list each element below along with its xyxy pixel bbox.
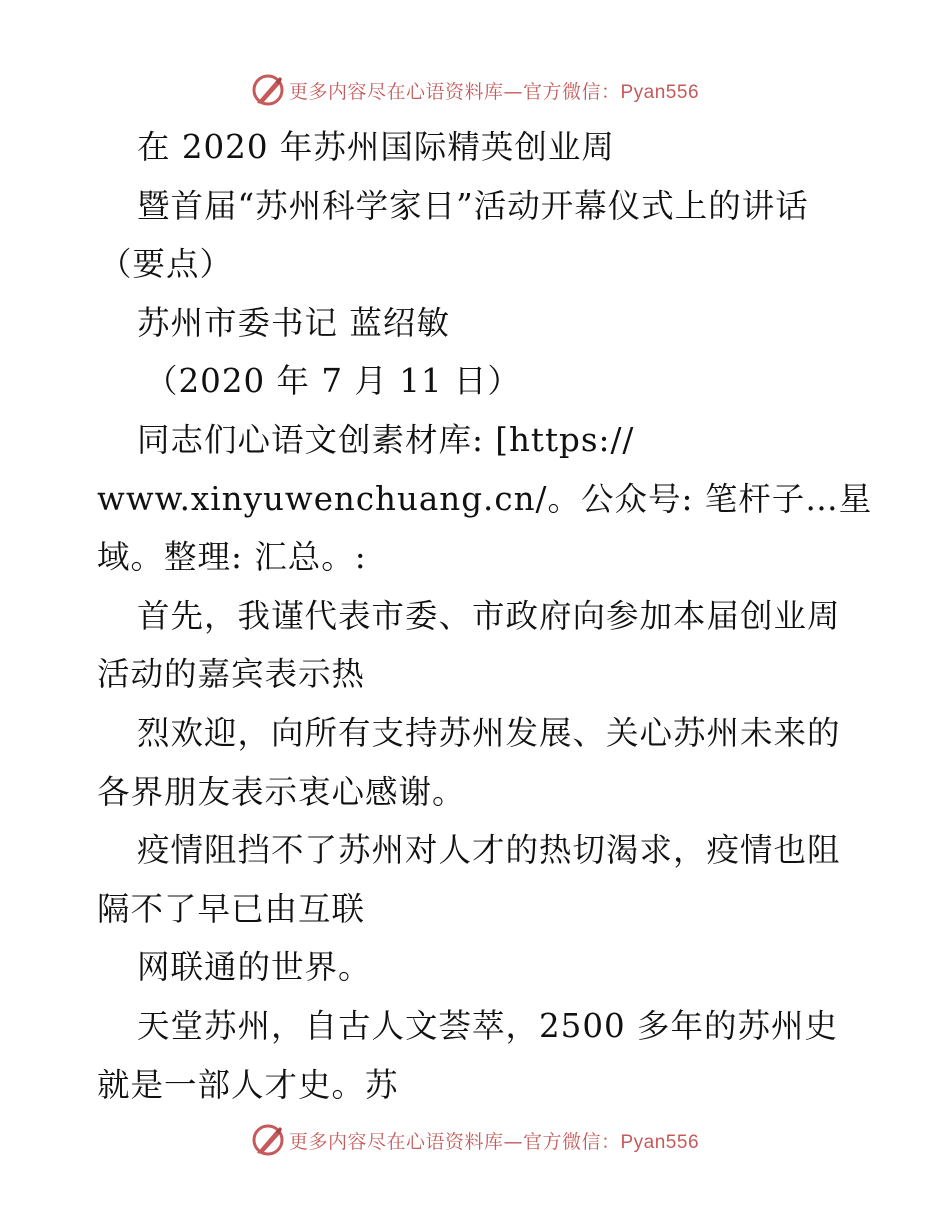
paragraph-line: 域。整理: 汇总。: — [97, 538, 367, 577]
paragraph-line: 疫情阻挡不了苏州对人才的热切渴求，疫情也阻 — [137, 831, 841, 870]
paragraph-line: 烈欢迎，向所有支持苏州发展、关心苏州未来的 — [137, 713, 841, 752]
doc-title-line-2: 暨首届“苏州科学家日”活动开幕仪式上的讲话 — [137, 186, 809, 225]
watermark-text: 更多内容尽在心语资料库—官方微信：Pyan556 — [288, 1130, 700, 1153]
paragraph-line: 天堂苏州，自古人文荟萃，2500 多年的苏州史 — [137, 1006, 839, 1045]
document-body — [97, 118, 873, 1114]
doc-title-line-1: 在 2020 年苏州国际精英创业周 — [137, 128, 615, 166]
watermark-banner-bottom — [0, 1120, 950, 1160]
doc-title-line-3: （要点） — [99, 245, 234, 284]
paragraph-line: www.xinyuwenchuang.cn/。公众号: 笔杆子…星 — [97, 479, 873, 518]
quill-circle-icon — [251, 1123, 285, 1157]
doc-date: （2020 年 7 月 11 日） — [145, 362, 521, 401]
watermark-text: 更多内容尽在心语资料库—官方微信：Pyan556 — [288, 80, 700, 103]
paragraph-line: 就是一部人才史。苏 — [97, 1065, 399, 1104]
paragraph-line: 首先，我谨代表市委、市政府向参加本届创业周 — [137, 596, 841, 635]
doc-author: 苏州市委书记 蓝绍敏 — [137, 303, 450, 342]
paragraph-line: 隔不了早已由互联 — [97, 889, 366, 928]
paragraph-line: 同志们心语文创素材库: [https:// — [137, 420, 635, 459]
paragraph-line: 网联通的世界。 — [137, 948, 372, 987]
paragraph-line: 各界朋友表示衷心感谢。 — [97, 772, 466, 811]
watermark-banner-top — [0, 70, 950, 110]
paragraph-line: 活动的嘉宾表示热 — [97, 655, 366, 694]
quill-circle-icon — [251, 73, 285, 107]
